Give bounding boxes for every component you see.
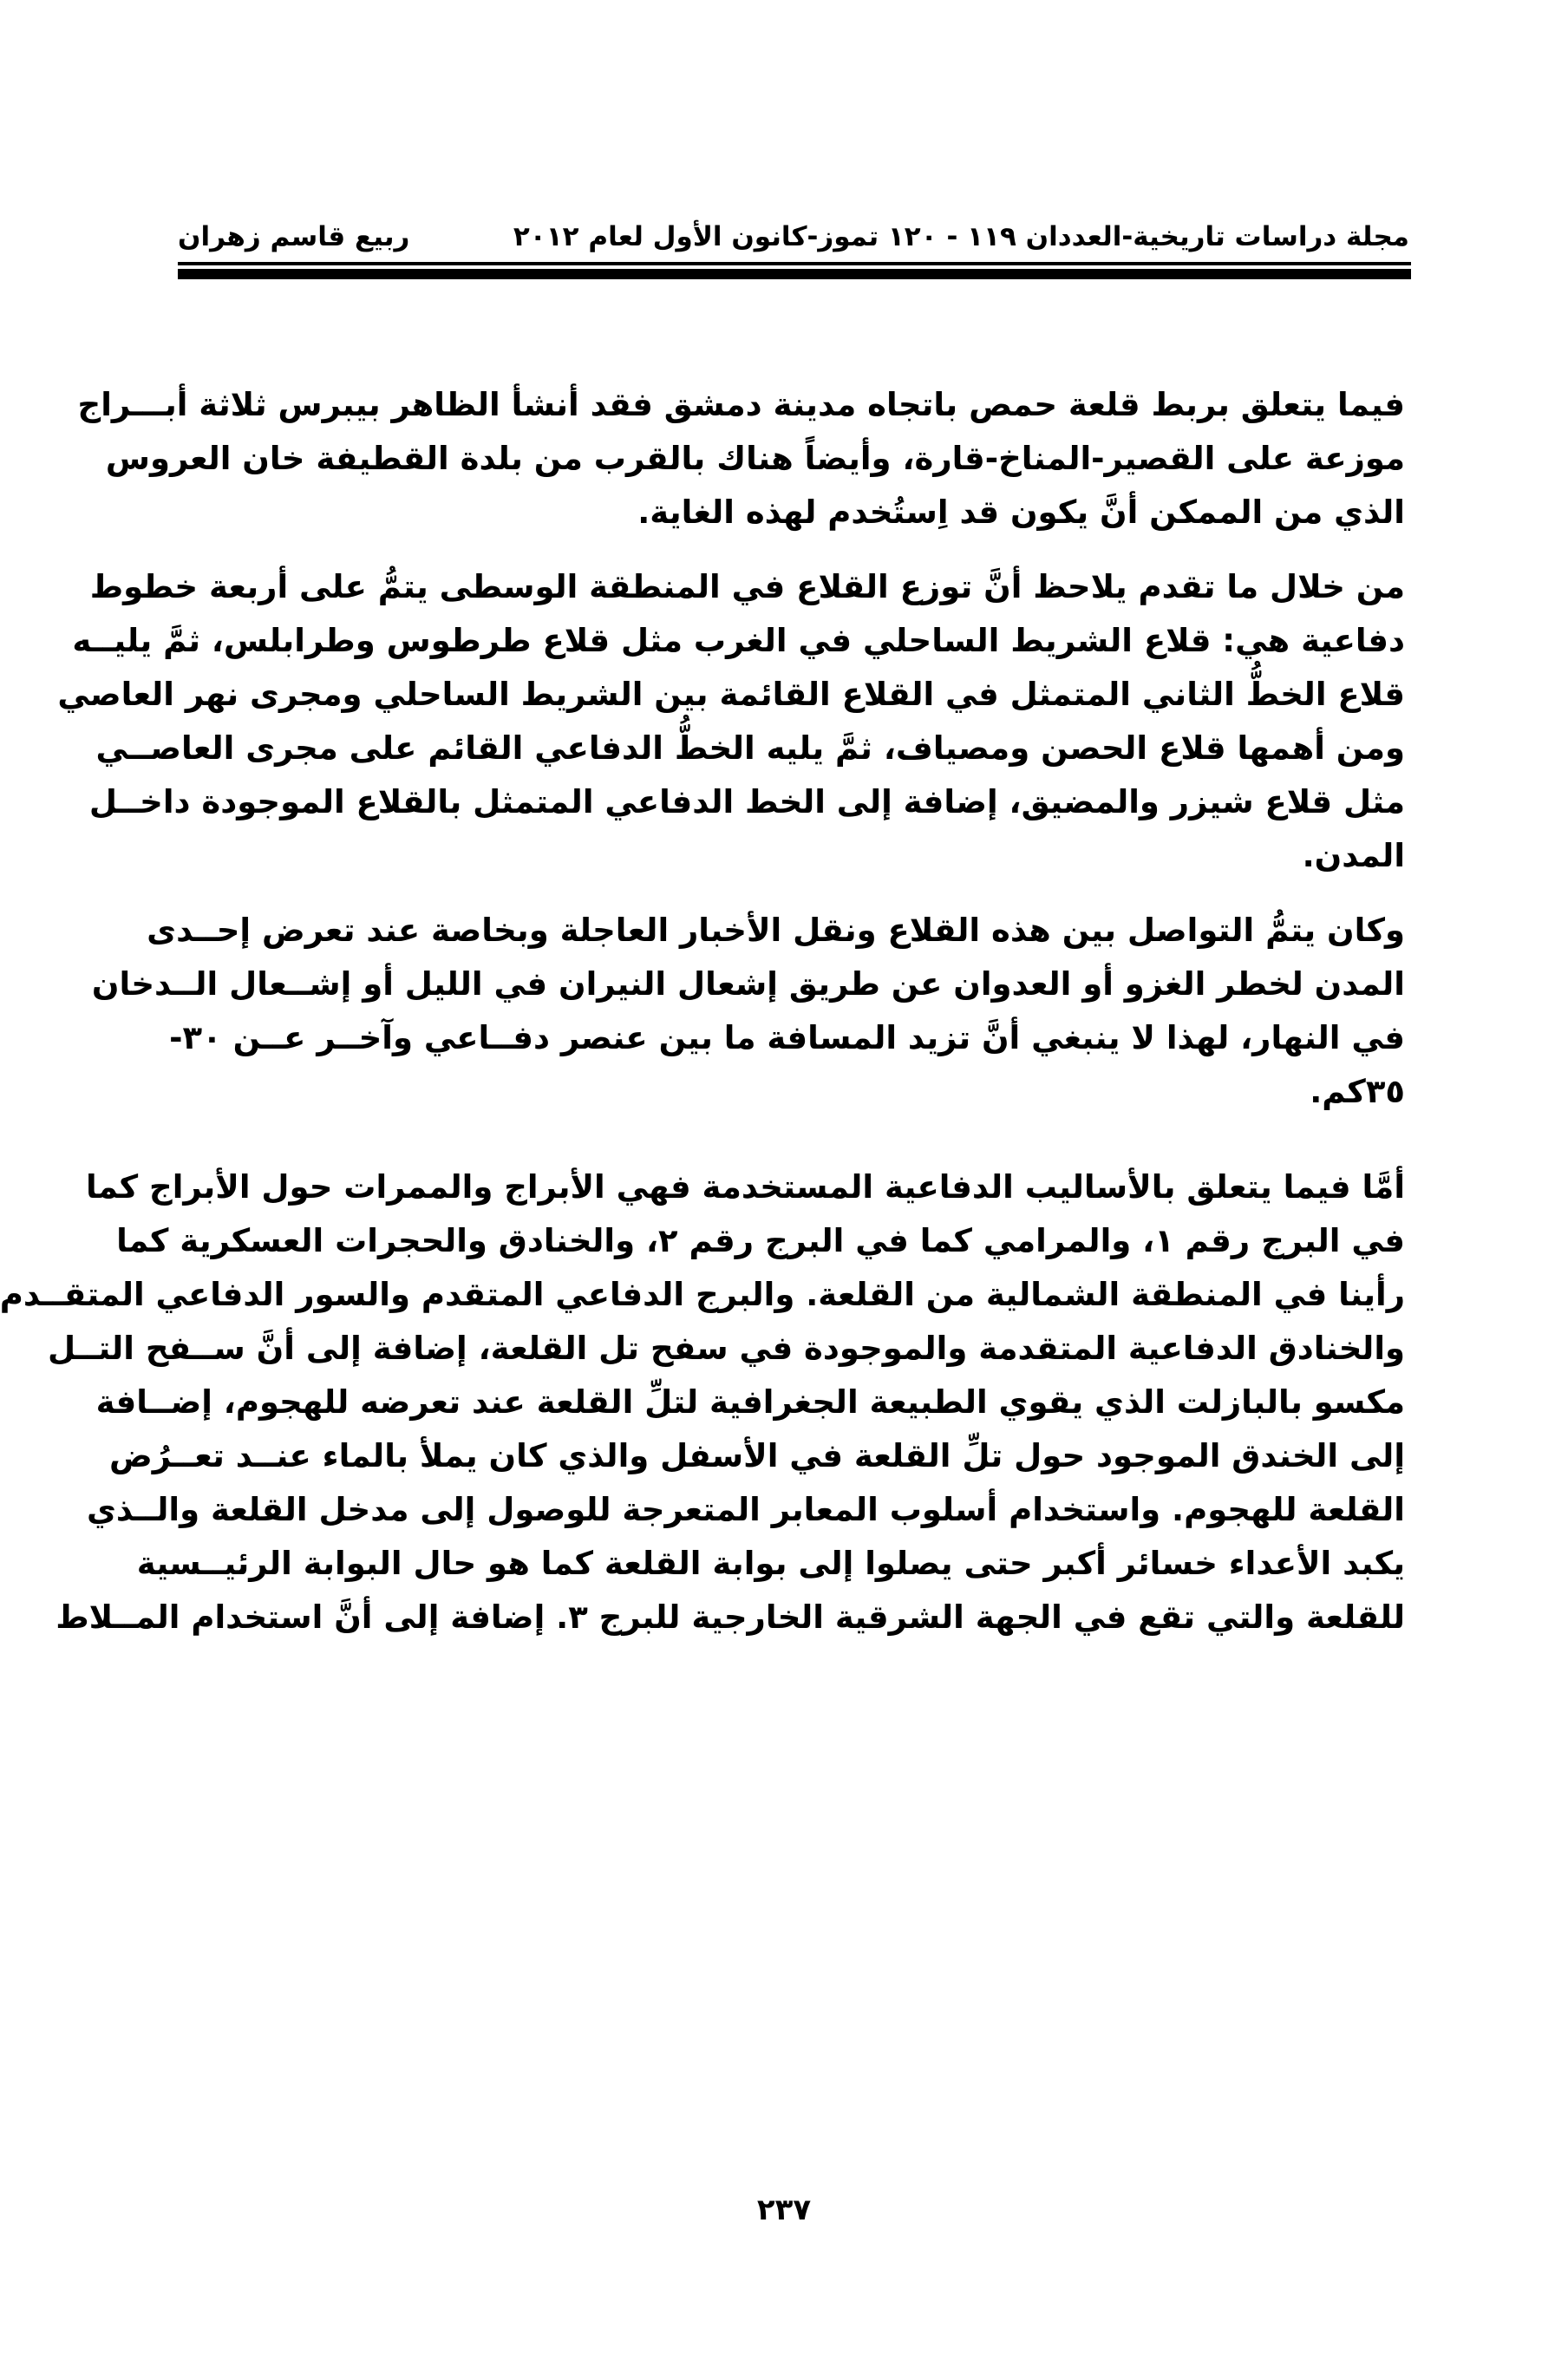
text-line: يكبد الأعداء خسائر أكبر حتى يصلوا إلى بوابة القلعة كما هو حال البوابة الرئيــسية <box>136 1545 1405 1582</box>
text-line: للقلعة والتي تقع في الجهة الشرقية الخارجية للبرج ٣. إضافة إلى أنَّ استخدام المــلاط <box>56 1598 1405 1636</box>
body-text <box>0 378 1405 1644</box>
paragraph-4 <box>0 1160 1405 1644</box>
text-line: وكان يتمُّ التواصل بين هذه القلاع ونقل الأخبار العاجلة وبخاصة عند تعرض إحــدى <box>147 912 1405 949</box>
text-line: المدن لخطر الغزو أو العدوان عن طريق إشعال النيران في الليل أو إشــعال الــدخان <box>91 965 1405 1003</box>
text-line: موزعة على القصير-المناخ-قارة، وأيضاً هناك بالقرب من بلدة القطيفة خان العروس <box>105 440 1405 477</box>
paragraph-spacer <box>193 539 1405 560</box>
paragraph-3 <box>91 904 1405 1119</box>
text-line: من خلال ما تقدم يلاحظ أنَّ توزع القلاع في المنطقة الوسطى يتمُّ على أربعة خطوط <box>89 568 1405 605</box>
text-line: والخنادق الدفاعية المتقدمة والموجودة في سفح تل القلعة، إضافة إلى أنَّ ســفح التــل <box>47 1330 1405 1367</box>
text-line: في النهار، لهذا لا ينبغي أنَّ تزيد المسافة ما بين عنصر دفــاعي وآخــر عــن ٣٠- <box>169 1019 1405 1056</box>
text-line: القلعة للهجوم. واستخدام أسلوب المعابر المتعرجة للوصول إلى مدخل القلعة والــذي <box>86 1491 1405 1528</box>
text-line: في البرج رقم ١، والمرامي كما في البرج رقم ٢، والخنادق والحجرات العسكرية كما <box>116 1222 1405 1259</box>
text-line: ومن أهمها قلاع الحصن ومصياف، ثمَّ يليه الخطُّ الدفاعي القائم على مجرى العاصــي <box>95 729 1405 767</box>
text-line: المدن. <box>1302 837 1405 874</box>
journal-title: مجلة دراسات تاريخية-العددان ١١٩ - ١٢٠ تموز-كانون الأول لعام ٢٠١٢ <box>513 221 1409 252</box>
text-line: قلاع الخطُّ الثاني المتمثل في القلاع القائمة بين الشريط الساحلي ومجرى نهر العاصي <box>57 676 1405 713</box>
text-line: دفاعية هي: قلاع الشريط الساحلي في الغرب مثل قلاع طرطوس وطرابلس، ثمَّ يليــه <box>72 622 1405 659</box>
paragraph-spacer <box>193 883 1405 904</box>
page-number: ٢٣٧ <box>756 2193 812 2227</box>
text-line: إلى الخندق الموجود حول تلِّ القلعة في الأسفل والذي كان يملأ بالماء عنــد تعــرُض <box>109 1437 1405 1474</box>
text-line: الذي من الممكن أنَّ يكون قد اِستُخدم لهذه الغاية. <box>637 494 1405 531</box>
text-line: ٣٥كم. <box>1310 1073 1405 1110</box>
text-line: رأينا في المنطقة الشمالية من القلعة. والبرج الدفاعي المتقدم والسور الدفاعي المتقــدم <box>0 1276 1405 1313</box>
text-line: مثل قلاع شيزر والمضيق، إضافة إلى الخط الدفاعي المتمثل بالقلاع الموجودة داخــل <box>88 783 1405 820</box>
text-line: أمَّا فيما يتعلق بالأساليب الدفاعية المستخدمة فهي الأبراج والممرات حول الأبراج كما <box>85 1168 1405 1206</box>
paragraph-2 <box>57 560 1405 883</box>
header-rule-thin <box>178 262 1411 265</box>
text-line: فيما يتعلق بربط قلعة حمص باتجاه مدينة دمشق فقد أنشأ الظاهر بيبرس ثلاثة أبـــراج <box>77 386 1405 423</box>
header-rule-thick <box>178 269 1411 279</box>
text-line: مكسو بالبازلت الذي يقوي الطبيعة الجغرافية لتلِّ القلعة عند تعرضه للهجوم، إضــافة <box>95 1383 1405 1421</box>
paragraph-1 <box>77 378 1405 539</box>
author-name: ربيع قاسم زهران <box>178 221 410 252</box>
running-header <box>178 219 1409 255</box>
paragraph-spacer <box>193 1119 1405 1160</box>
